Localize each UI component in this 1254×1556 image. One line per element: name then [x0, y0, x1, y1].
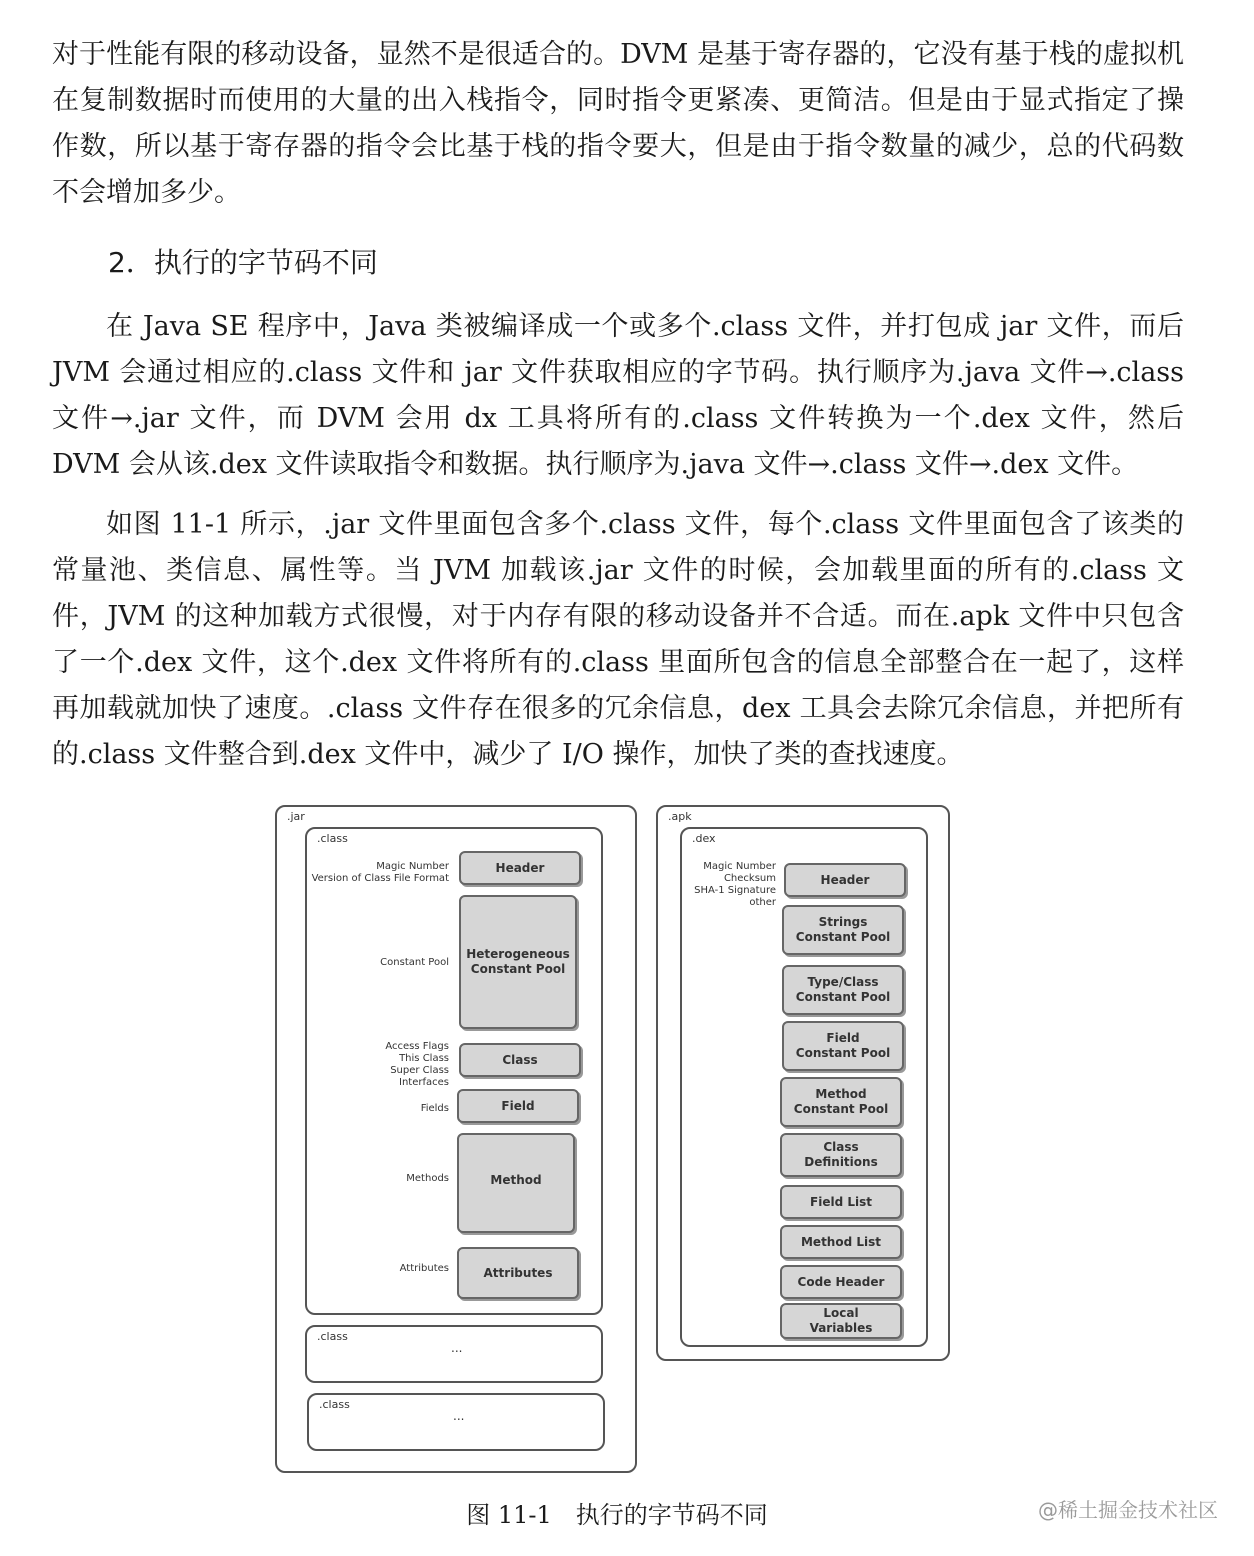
- dex-classdef-block: Class Definitions: [780, 1133, 902, 1177]
- class-box-2: [305, 1325, 603, 1383]
- class-box-main: [305, 827, 603, 1315]
- jar-method-block: Method: [457, 1133, 575, 1233]
- dex-strings-block: Strings Constant Pool: [782, 905, 904, 955]
- jar-side-class: Access Flags This Class Super Class Interfaces: [385, 1041, 449, 1088]
- dex-methodlist-block: Method List: [780, 1225, 902, 1259]
- jar-side-fields: Fields: [420, 1103, 449, 1114]
- jar-side-methods: Methods: [406, 1173, 449, 1184]
- jar-side-pool: Constant Pool: [380, 957, 449, 968]
- dex-label: .dex: [692, 832, 716, 845]
- jar-header-block: Header: [459, 851, 581, 885]
- jar-side-attributes: Attributes: [399, 1263, 449, 1274]
- class3-ellipsis: ...: [453, 1409, 465, 1423]
- dex-codeheader-block: Code Header: [780, 1265, 902, 1299]
- dex-box: [680, 827, 928, 1347]
- jar-attributes-block: Attributes: [457, 1247, 579, 1299]
- class3-label: .class: [319, 1398, 350, 1411]
- jar-side-header: Magic Number Version of Class File Format: [311, 861, 449, 884]
- dex-side-header: Magic Number Checksum SHA-1 Signature other: [694, 861, 776, 908]
- class-box-3: [307, 1393, 605, 1451]
- dex-field-block: Field Constant Pool: [782, 1021, 904, 1071]
- jar-constant-pool-block: Heterogeneous Constant Pool: [459, 895, 577, 1029]
- paragraph-bytecode: 在 Java SE 程序中，Java 类被编译成一个或多个.class 文件，并打包成 jar 文件，而后 JVM 会通过相应的.class 文件和 jar 文件获取相应的字节码。执行顺序为.java 文件→.class 文件→.jar 文件，而 DVM 会用 dx 工具将所有的.class 文件转换为一个.dex 文件，然后 DVM 会从该.dex 文件读取指令和数据。执行顺序为.java 文件→.class 文件→.dex 文件。: [52, 311, 1184, 480]
- dex-local-block: Local Variables: [780, 1303, 902, 1339]
- section-heading: 2．执行的字节码不同: [108, 246, 378, 279]
- paragraph-intro: 对于性能有限的移动设备，显然不是很适合的。DVM 是基于寄存器的，它没有基于栈的虚拟机在复制数据时而使用的大量的出入栈指令，同时指令更紧凑、更简洁。但是由于显式指定了操作数，所以基于寄存器的指令会比基于栈的指令要大，但是由于指令数量的减少，总的代码数不会增加多少。: [52, 39, 1184, 208]
- dex-fieldlist-block: Field List: [780, 1185, 902, 1219]
- apk-label: .apk: [668, 810, 692, 823]
- class-label: .class: [317, 832, 348, 845]
- apk-container: [656, 805, 950, 1361]
- dex-method-block: Method Constant Pool: [780, 1077, 902, 1127]
- jar-label: .jar: [287, 810, 305, 823]
- class2-ellipsis: ...: [451, 1341, 463, 1355]
- jar-class-block: Class: [459, 1043, 581, 1077]
- class2-label: .class: [317, 1330, 348, 1343]
- dex-type-block: Type/Class Constant Pool: [782, 965, 904, 1015]
- jar-container: [275, 805, 637, 1473]
- dex-header-block: Header: [784, 863, 906, 897]
- figure-caption: 图 11-1 执行的字节码不同: [466, 1501, 768, 1529]
- paragraph-figure-ref: 如图 11-1 所示，.jar 文件里面包含多个.class 文件，每个.class 文件里面包含了该类的常量池、类信息、属性等。当 JVM 加载该.jar 文件的时候，会加载里面的所有的.class 文件，JVM 的这种加载方式很慢，对于内存有限的移动设备并不合适。而在.apk 文件中只包含了一个.dex 文件，这个.dex 文件将所有的.class 里面所包含的信息全部整合在一起了，这样再加载就加快了速度。.class 文件存在很多的冗余信息，dex 工具会去除冗余信息，并把所有的.class 文件整合到.dex 文件中，减少了 I/O 操作，加快了类的查找速度。: [52, 509, 1184, 770]
- jar-field-block: Field: [457, 1089, 579, 1123]
- watermark: @稀土掘金技术社区: [1038, 1498, 1218, 1522]
